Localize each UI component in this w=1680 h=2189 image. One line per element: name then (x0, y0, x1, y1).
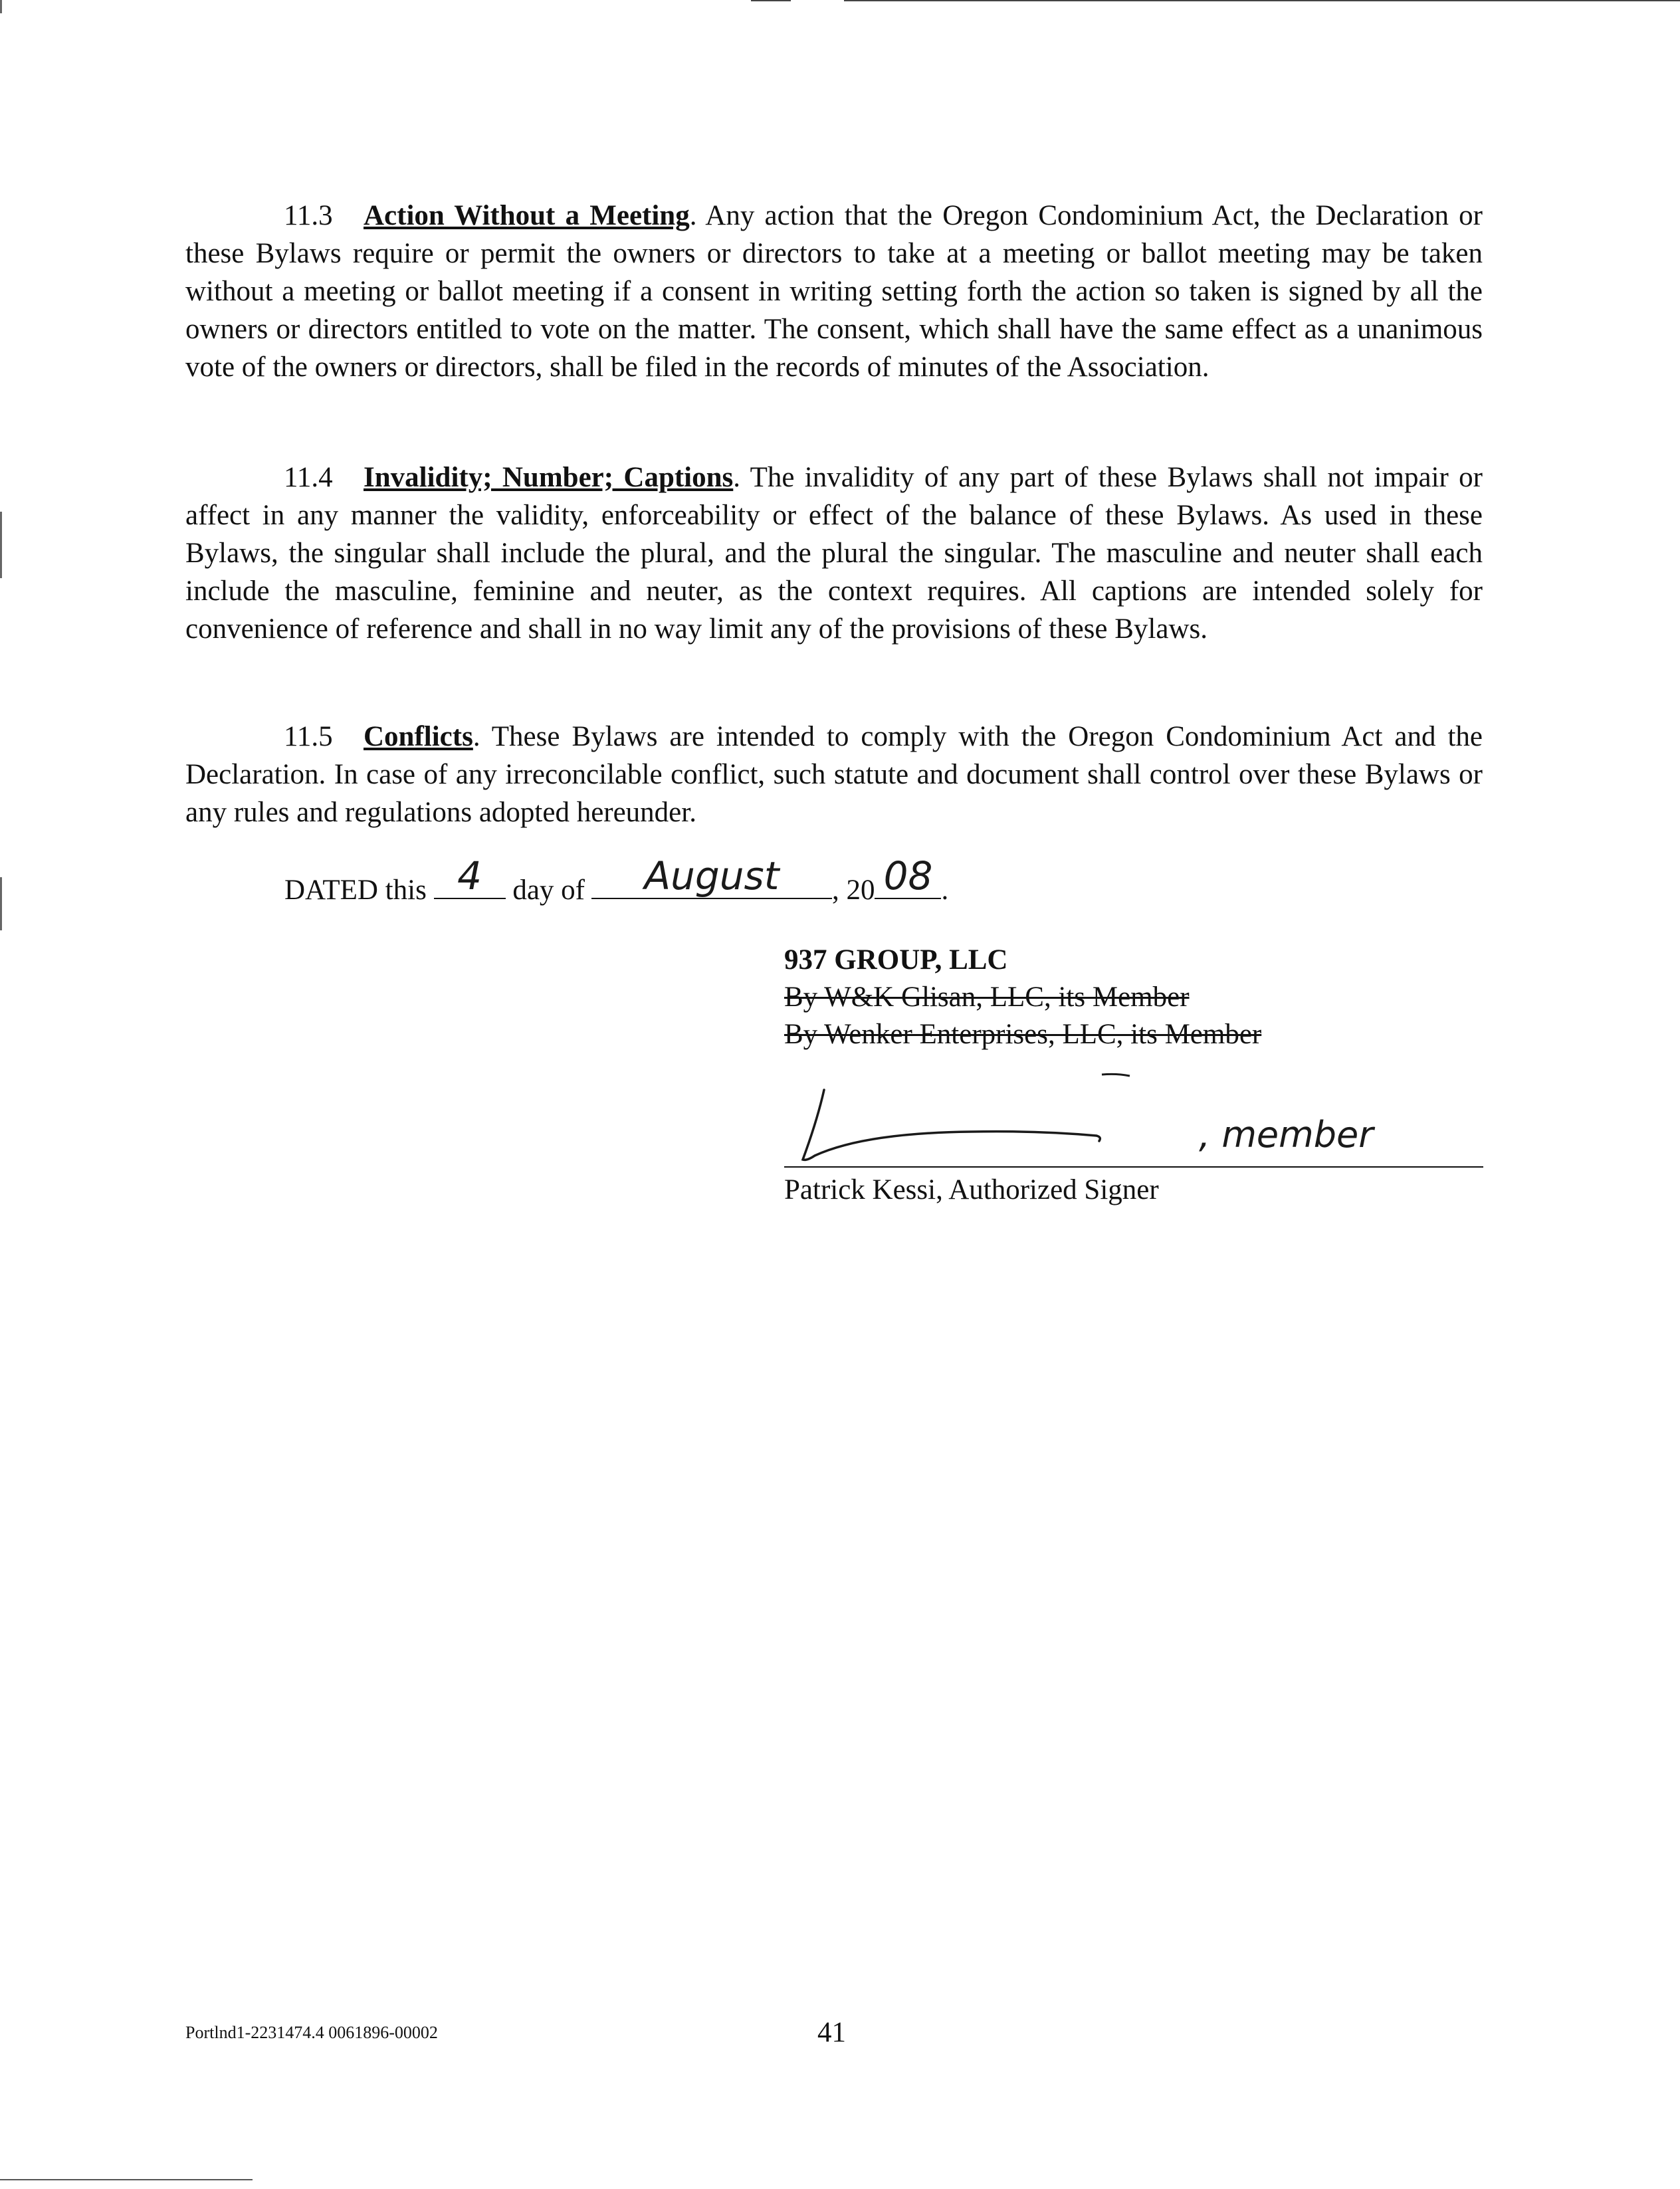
dated-middle: day of (512, 875, 585, 906)
handwritten-signature (784, 1067, 1483, 1166)
handwritten-capacity: , member (1199, 1114, 1374, 1156)
section-number: 11.4 (284, 462, 333, 493)
dated-prefix: DATED this (284, 875, 427, 906)
section-11-4 (185, 459, 1483, 648)
day-blank (434, 853, 506, 899)
company-name: 937 GROUP, LLC (784, 944, 1008, 976)
scan-artifact-left-low (0, 877, 2, 930)
scan-artifact-left-top (0, 0, 2, 13)
page-number: 41 (817, 2017, 846, 2048)
handwritten-month: August (644, 853, 780, 898)
struck-line-1: By W&K Glisan, LLC, its Member (784, 982, 1190, 1013)
section-body: . The invalidity of any part of these Bylaws shall not impair or affect in any manner the validity, enforceability or effect of the balance of these Bylaws. As used in these Bylaws, the singular shall include the plural, and the plural the singular. The masculine and neuter shall each include the masculine, feminine and neuter, as the context requires. All captions are intended solely for convenience of reference and shall in no way limit any of the provisions of these Bylaws. (185, 462, 1483, 645)
dated-line (284, 853, 949, 909)
section-11-5 (185, 718, 1483, 831)
year-prefix: , 20 (831, 875, 875, 906)
footer-document-id: Portlnd1-2231474.4 0061896-00002 (185, 2023, 438, 2042)
section-body: . Any action that the Oregon Condominium Act, the Declaration or these Bylaws require or permit the owners or directors to take at a meeting or ballot meeting may be taken without a meeting or ballot meeting if a consent in writing setting forth the action so taken is signed by all the owners or directors entitled to vote on the matter. The consent, which shall have the same effect as a unanimous vote of the owners or directors, shall be filed in the records of minutes of the Association. (185, 200, 1483, 383)
month-blank (591, 853, 832, 899)
section-number: 11.3 (284, 200, 333, 231)
section-heading: Action Without a Meeting (364, 200, 690, 231)
section-heading: Conflicts (364, 721, 473, 752)
section-number: 11.5 (284, 721, 333, 752)
scan-artifact-left-mid (0, 512, 2, 578)
scan-artifact-bottom (0, 2179, 253, 2180)
section-body: . These Bylaws are intended to comply with the Oregon Condominium Act and the Declaration. In case of any irreconcilable conflict, such statute and document shall control over these Bylaws or any rules and regulations adopted hereunder. (185, 721, 1483, 828)
section-heading: Invalidity; Number; Captions (364, 462, 734, 493)
struck-line-2: By Wenker Enterprises, LLC, its Member (784, 1019, 1262, 1050)
handwritten-day: 4 (457, 853, 482, 898)
year-blank (875, 853, 941, 899)
dated-suffix: . (941, 875, 949, 906)
handwritten-year: 08 (883, 853, 933, 898)
scan-artifact-top (751, 0, 791, 1)
section-11-3 (185, 197, 1483, 386)
scan-artifact-top-right (844, 0, 1680, 1)
signer-name-title: Patrick Kessi, Authorized Signer (784, 1174, 1159, 1205)
signature-line (784, 1166, 1483, 1168)
